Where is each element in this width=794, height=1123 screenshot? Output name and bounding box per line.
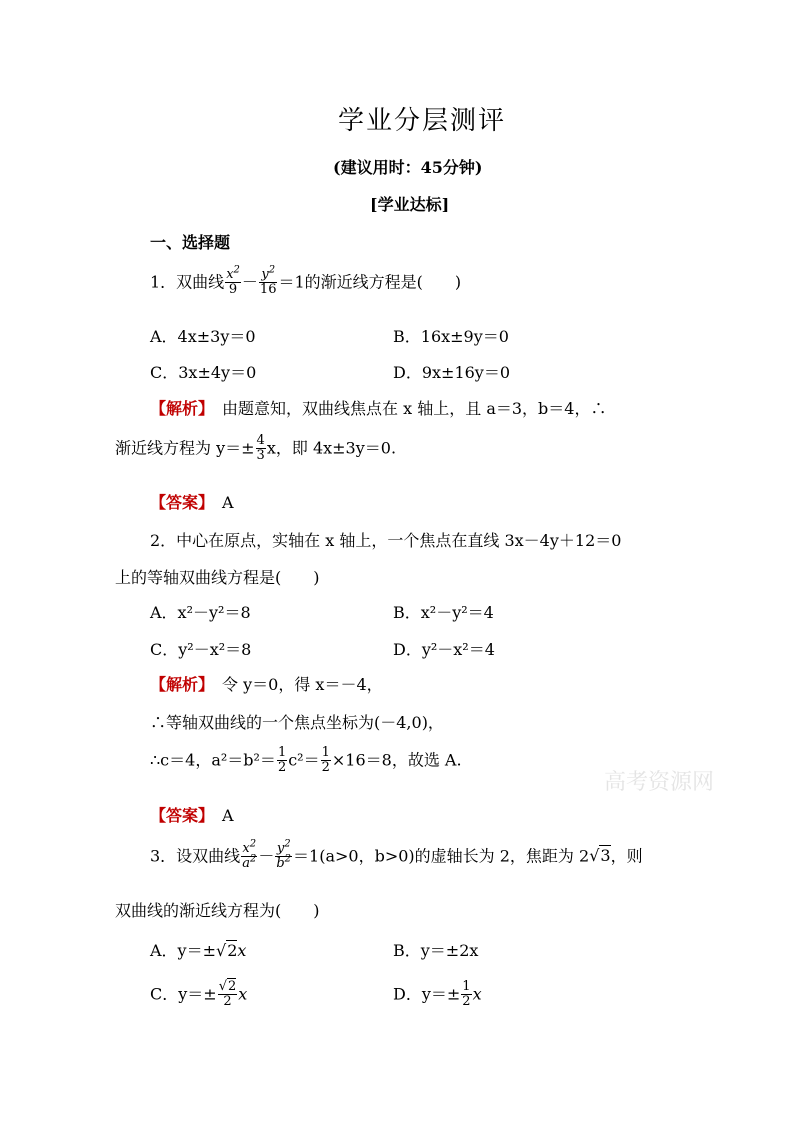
fraction: $\frac{1}{2}$ bbox=[321, 745, 330, 776]
fraction: $\frac{1}{2}$ bbox=[277, 745, 287, 776]
fraction: $\frac{y^2}{b^2}$ bbox=[276, 838, 292, 872]
fraction: $\frac{x^2}{9}$ bbox=[226, 264, 240, 298]
q2-option-b: B．x²－y²＝4 bbox=[393, 603, 494, 622]
fraction: $\frac{y^2}{16}$ bbox=[259, 264, 277, 298]
fraction: $\frac{1}{2}$ bbox=[462, 979, 471, 1010]
q2-answer: 【答案】 A bbox=[150, 806, 234, 825]
q1-stem: 1．双曲线 $\frac{x^2}{9}$ － $\frac{y^2}{16}$ ＝1的渐近线方程是( ) bbox=[150, 264, 462, 298]
sqrt-symbol: √2 bbox=[216, 941, 238, 960]
q2-option-a: A．x²－y²＝8 bbox=[150, 603, 251, 622]
analysis-label: 【解析】 bbox=[150, 675, 207, 694]
section-label: [学业达标] bbox=[370, 195, 450, 214]
q3-option-b: B．y＝±2x bbox=[393, 941, 479, 960]
q2-analysis-line1: 【解析】 令 y＝0，得 x＝－4， bbox=[150, 675, 383, 694]
page-title: 学业分层测评 bbox=[338, 106, 507, 136]
q1-option-c: C．3x±4y＝0 bbox=[150, 363, 257, 382]
part-heading: 一、选择题 bbox=[150, 233, 231, 252]
fraction: $\frac{4}{3}$ bbox=[256, 433, 265, 464]
q3-stem-line1: 3．设双曲线 $\frac{x^2}{a^2}$ － $\frac{y^2}{b^2}$ ＝1(a>0，b>0)的虚轴长为 2，焦距为 2√3，则 bbox=[150, 838, 643, 872]
q3-option-c: C．y＝± $\frac{√2}{2}$ x bbox=[150, 979, 248, 1010]
sqrt-symbol: √3 bbox=[589, 846, 611, 866]
answer-label: 【答案】 bbox=[150, 493, 207, 512]
analysis-label: 【解析】 bbox=[150, 399, 207, 418]
q3-option-a: A．y＝±√2x bbox=[150, 941, 247, 960]
q1-option-b: B．16x±9y＝0 bbox=[393, 327, 509, 346]
q1-answer: 【答案】 A bbox=[150, 493, 234, 512]
fraction: $\frac{√2}{2}$ bbox=[218, 979, 237, 1010]
time-note: (建议用时：45分钟) bbox=[333, 158, 483, 177]
q2-option-d: D．y²－x²＝4 bbox=[393, 640, 495, 659]
q2-analysis-line3: ∴c＝4，a²＝b²＝ $\frac{1}{2}$ c²＝ $\frac{1}{2}$ ×16＝8，故选 A. bbox=[150, 745, 462, 776]
q2-stem-line2: 上的等轴双曲线方程是( ) bbox=[115, 568, 320, 587]
q1-option-a: A．4x±3y＝0 bbox=[150, 327, 256, 346]
q3-option-d: D．y＝± $\frac{1}{2}$ x bbox=[393, 979, 482, 1010]
q1-analysis-line2: 渐近线方程为 y＝± $\frac{4}{3}$ x，即 4x±3y＝0. bbox=[115, 433, 397, 464]
q1-option-d: D．9x±16y＝0 bbox=[393, 363, 511, 382]
q3-stem-line2: 双曲线的渐近线方程为( ) bbox=[115, 901, 320, 920]
watermark: 高考资源网 bbox=[604, 770, 715, 795]
fraction: $\frac{x^2}{a^2}$ bbox=[242, 838, 257, 872]
q2-analysis-line2: ∴等轴双曲线的一个焦点坐标为(－4,0)， bbox=[150, 713, 444, 732]
answer-label: 【答案】 bbox=[150, 806, 207, 825]
q1-analysis-line1: 【解析】 由题意知，双曲线焦点在 x 轴上，且 a＝3，b＝4，∴ bbox=[150, 399, 607, 418]
q2-stem-line1: 2．中心在原点，实轴在 x 轴上，一个焦点在直线 3x－4y＋12＝0 bbox=[150, 531, 622, 550]
q2-option-c: C．y²－x²＝8 bbox=[150, 640, 252, 659]
